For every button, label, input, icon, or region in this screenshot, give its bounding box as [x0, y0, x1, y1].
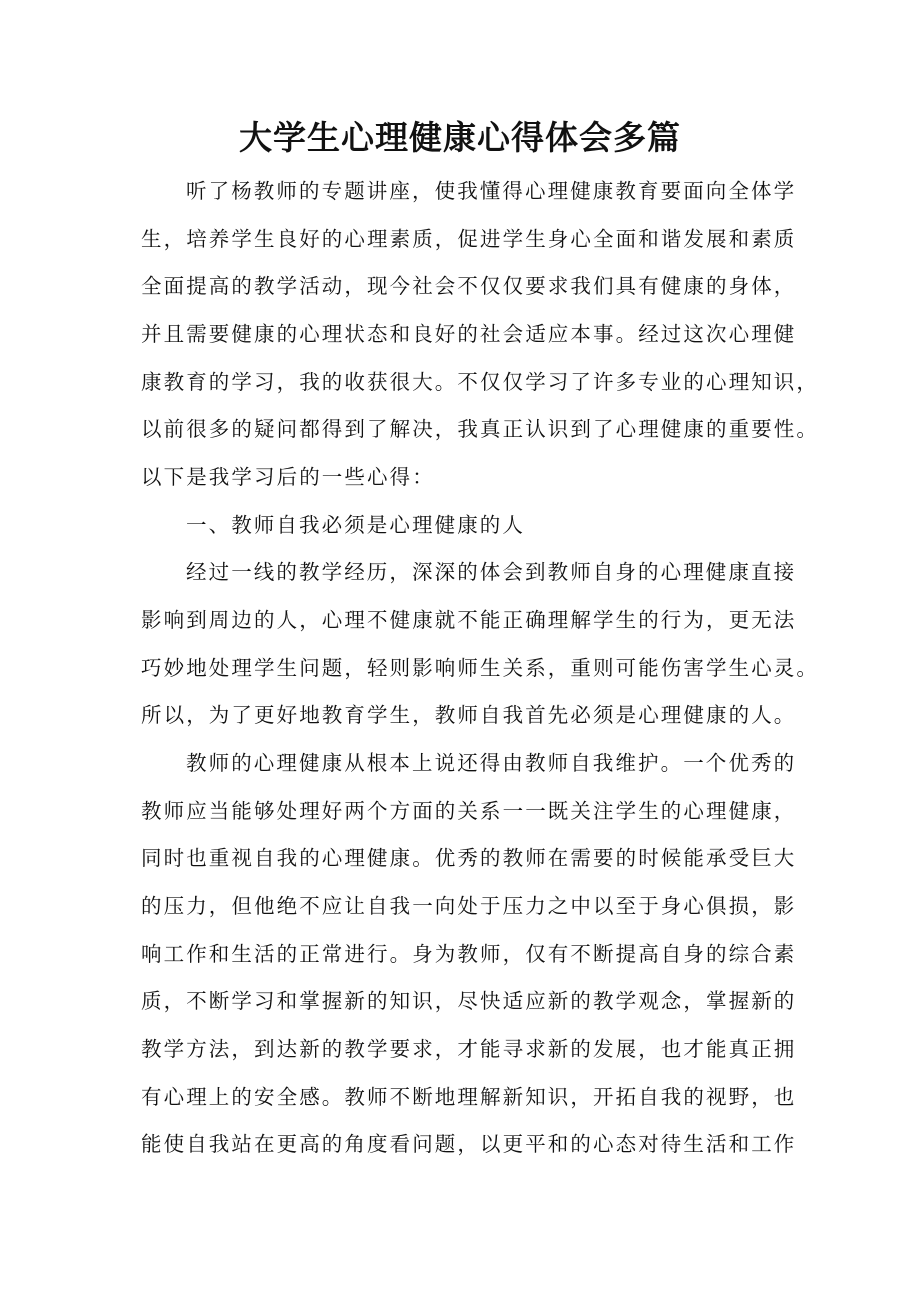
paragraph-line: 教学方法，到达新的教学要求，才能寻求新的发展，也才能真正拥 [141, 1037, 797, 1061]
paragraph-line: 生，培养学生良好的心理素质，促进学生身心全面和谐发展和素质 [141, 227, 797, 251]
paragraph-line: 经过一线的教学经历，深深的体会到教师自身的心理健康直接 [186, 560, 797, 584]
paragraph-line: 有心理上的安全感。教师不断地理解新知识，开拓自我的视野，也 [141, 1085, 797, 1109]
document-title: 大学生心理健康心得体会多篇 [239, 118, 681, 157]
paragraph-line: 质，不断学习和掌握新的知识，尽快适应新的教学观念，掌握新的 [141, 989, 797, 1013]
paragraph-line: 听了杨教师的专题讲座，使我懂得心理健康教育要面向全体学 [186, 179, 797, 203]
paragraph-line: 并且需要健康的心理状态和良好的社会适应本事。经过这次心理健 [141, 322, 797, 346]
paragraph-line: 以前很多的疑问都得到了解决，我真正认识到了心理健康的重要性。 [141, 417, 819, 441]
paragraph-line: 同时也重视自我的心理健康。优秀的教师在需要的时候能承受巨大 [141, 846, 797, 870]
paragraph-line: 响工作和生活的正常进行。身为教师，仅有不断提高自身的综合素 [141, 942, 797, 966]
paragraph-line: 的压力，但他绝不应让自我一向处于压力之中以至于身心俱损，影 [141, 894, 797, 918]
section-heading: 一、教师自我必须是心理健康的人 [186, 513, 525, 537]
paragraph-line: 以下是我学习后的一些心得： [141, 465, 435, 489]
paragraph-line: 教师应当能够处理好两个方面的关系一一既关注学生的心理健康， [141, 799, 797, 823]
paragraph-line: 影响到周边的人，心理不健康就不能正确理解学生的行为，更无法 [141, 608, 797, 632]
paragraph-line: 教师的心理健康从根本上说还得由教师自我维护。一个优秀的 [186, 751, 797, 775]
paragraph-line: 所以，为了更好地教育学生，教师自我首先必须是心理健康的人。 [141, 703, 797, 727]
paragraph-line: 康教育的学习，我的收获很大。不仅仅学习了许多专业的心理知识， [141, 370, 819, 394]
paragraph-line: 能使自我站在更高的角度看问题，以更平和的心态对待生活和工作 [141, 1132, 797, 1156]
paragraph-line: 全面提高的教学活动，现今社会不仅仅要求我们具有健康的身体， [141, 274, 797, 298]
paragraph-line: 巧妙地处理学生问题，轻则影响师生关系，重则可能伤害学生心灵。 [141, 656, 819, 680]
